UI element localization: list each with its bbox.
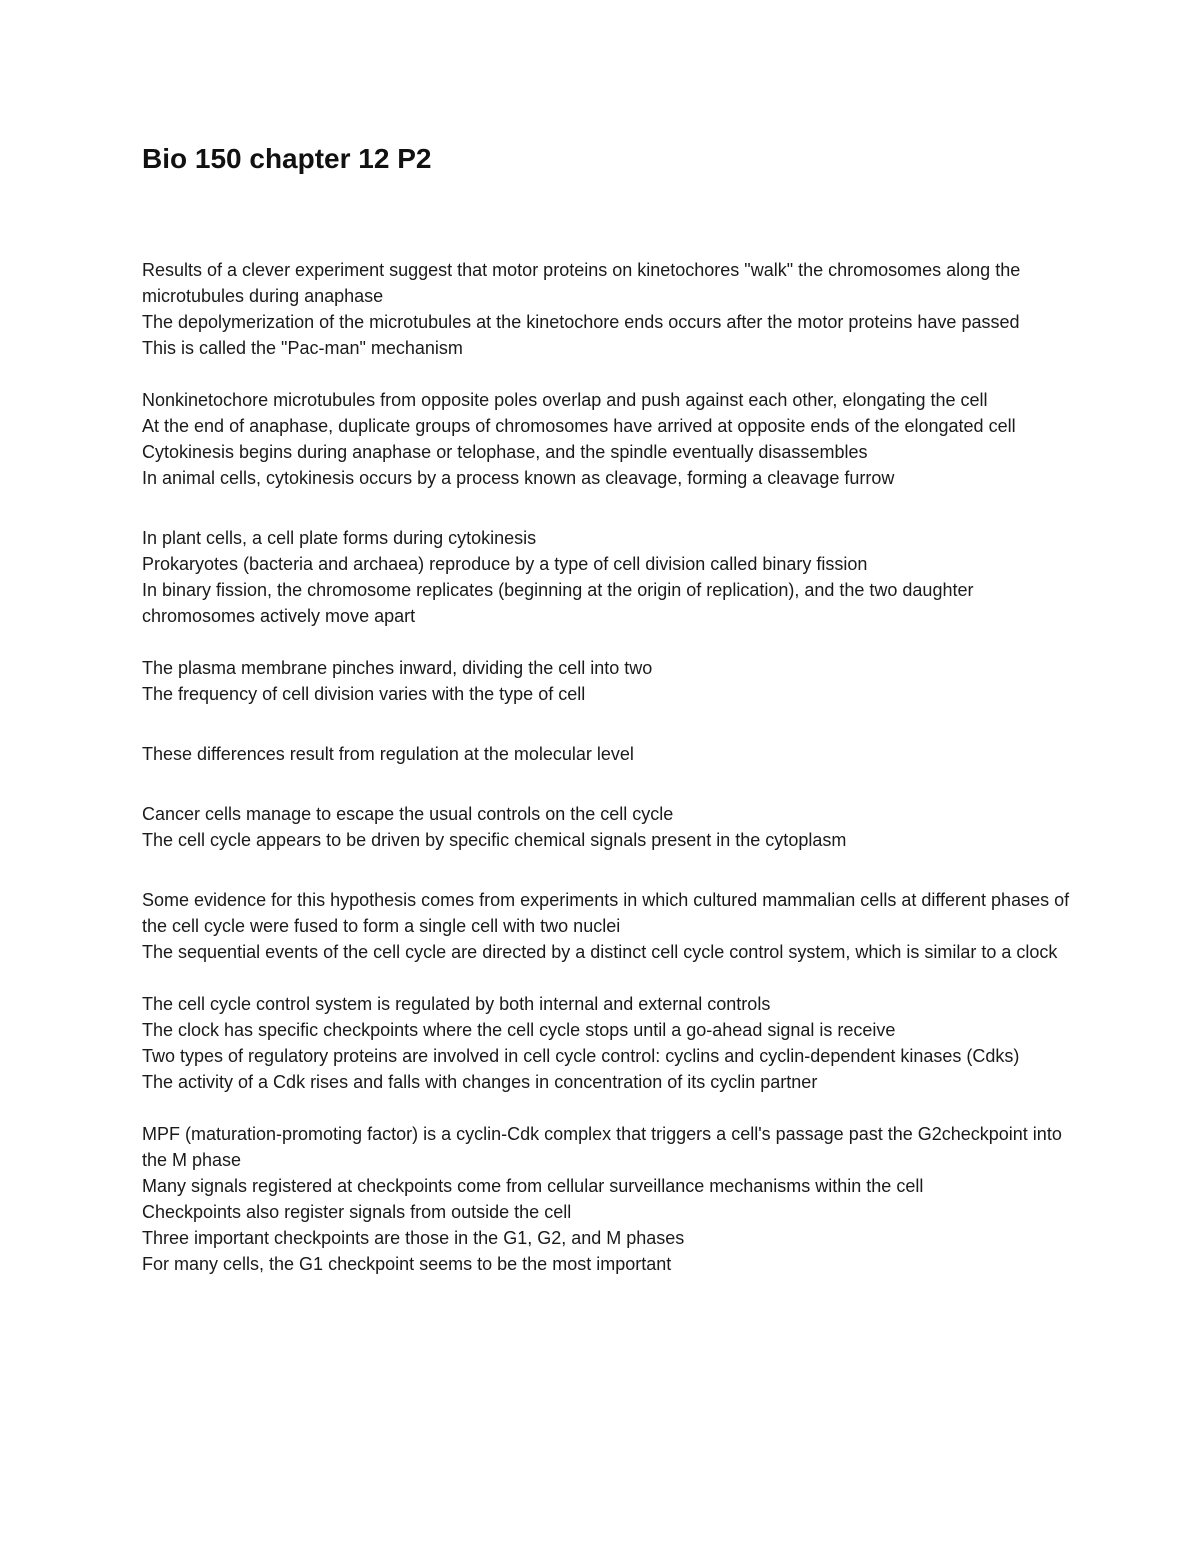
document-body	[142, 257, 1072, 1303]
text-line: Cytokinesis begins during anaphase or telophase, and the spindle eventually disassembles	[142, 442, 868, 462]
text-line: In binary fission, the chromosome replicates (beginning at the origin of replication), and the two daughter chromosomes actively move apart	[142, 580, 974, 626]
paragraph-5	[142, 741, 1072, 767]
paragraph-6	[142, 801, 1072, 853]
text-line: The cell cycle control system is regulated by both internal and external controls	[142, 994, 771, 1014]
text-line: The clock has specific checkpoints where the cell cycle stops until a go-ahead signal is receive	[142, 1020, 896, 1040]
text-line: The depolymerization of the microtubules at the kinetochore ends occurs after the motor proteins have passed	[142, 312, 1020, 332]
paragraph-1	[142, 257, 1072, 361]
text-line: Cancer cells manage to escape the usual controls on the cell cycle	[142, 804, 674, 824]
document-title: Bio 150 chapter 12 P2	[142, 143, 432, 174]
text-line: The sequential events of the cell cycle are directed by a distinct cell cycle control system, which is similar to a clock	[142, 942, 1058, 962]
text-line: In animal cells, cytokinesis occurs by a process known as cleavage, forming a cleavage furrow	[142, 468, 895, 488]
text-line: Checkpoints also register signals from outside the cell	[142, 1202, 572, 1222]
text-line: Results of a clever experiment suggest that motor proteins on kinetochores "walk" the chromosomes along the microtubules during anaphase	[142, 260, 1021, 306]
text-line: At the end of anaphase, duplicate groups of chromosomes have arrived at opposite ends of the elongated cell	[142, 416, 1016, 436]
text-line: Two types of regulatory proteins are involved in cell cycle control: cyclins and cyclin-dependent kinases (Cdks)	[142, 1046, 1020, 1066]
text-line: This is called the "Pac-man" mechanism	[142, 338, 463, 358]
paragraph-8	[142, 991, 1072, 1095]
text-line: Prokaryotes (bacteria and archaea) reproduce by a type of cell division called binary fission	[142, 554, 868, 574]
paragraph-3	[142, 525, 1072, 629]
text-line: MPF (maturation-promoting factor) is a cyclin-Cdk complex that triggers a cell's passage past the G2checkpoint into the M phase	[142, 1124, 1062, 1170]
text-line: Three important checkpoints are those in the G1, G2, and M phases	[142, 1228, 685, 1248]
text-line: The cell cycle appears to be driven by specific chemical signals present in the cytoplasm	[142, 830, 847, 850]
paragraph-9	[142, 1121, 1072, 1277]
text-line: The plasma membrane pinches inward, dividing the cell into two	[142, 658, 653, 678]
paragraph-7	[142, 887, 1072, 965]
text-line: These differences result from regulation at the molecular level	[142, 744, 634, 764]
paragraph-2	[142, 387, 1072, 491]
text-line: Nonkinetochore microtubules from opposite poles overlap and push against each other, elongating the cell	[142, 390, 988, 410]
text-line: In plant cells, a cell plate forms during cytokinesis	[142, 528, 537, 548]
paragraph-4	[142, 655, 1072, 707]
text-line: The activity of a Cdk rises and falls with changes in concentration of its cyclin partner	[142, 1072, 818, 1092]
text-line: The frequency of cell division varies with the type of cell	[142, 684, 586, 704]
text-line: For many cells, the G1 checkpoint seems to be the most important	[142, 1254, 672, 1274]
text-line: Some evidence for this hypothesis comes from experiments in which cultured mammalian cells at different phases of the cell cycle were fused to form a single cell with two nuclei	[142, 890, 1070, 936]
text-line: Many signals registered at checkpoints come from cellular surveillance mechanisms within the cell	[142, 1176, 924, 1196]
